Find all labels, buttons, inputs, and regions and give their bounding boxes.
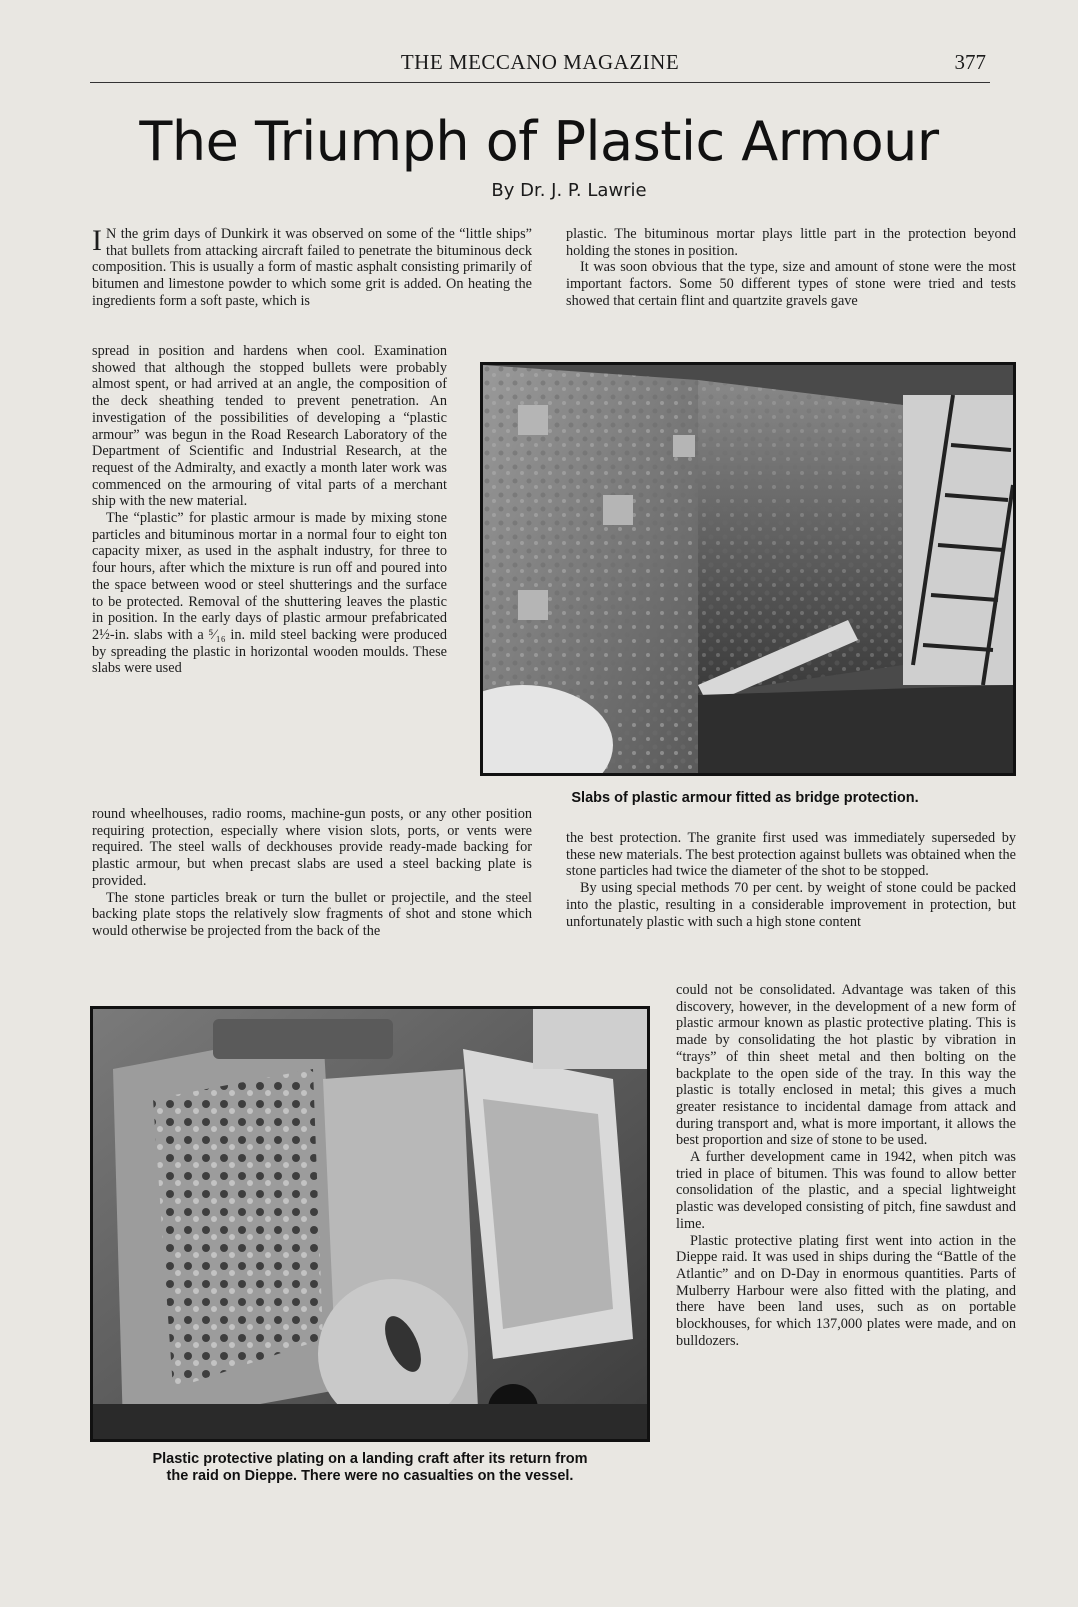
column2-middle	[566, 830, 1016, 930]
paragraph: It was soon obvious that the type, size and amount of stone were the most important factors. Some 50 different types of stone were tried and tests showed that certain flint and quartzite gravels gave	[566, 259, 1016, 309]
paragraph: The stone particles break or turn the bullet or projectile, and the steel backing plate stops the relatively slow fragments of shot and stone which would otherwise be projected from the back of the	[92, 889, 532, 939]
caption-line-1: Plastic protective plating on a landing craft after its return from	[152, 1451, 588, 1467]
caption-line-2: the raid on Dieppe. There were no casualties on the vessel.	[166, 1468, 574, 1484]
page-number: 377	[954, 50, 986, 74]
paragraph: could not be consolidated. Advantage was taken of this discovery, however, in the development of a new form of plastic armour known as plastic protective plating. This is made by consolidating the hot plastic by vibration in “trays” of thin sheet metal and then bolting on the backplate to the open side of the tray. In this way the plastic is totally enclosed in metal; this gives a much greater resistance to incidental damage from attack and during transport and, what is more important, it allows the best proportion and size of stone to be used.	[676, 982, 1016, 1149]
paragraph: round wheelhouses, radio rooms, machine-gun posts, or any other position requiring protection, especially where vision slots, ports, or vents were required. The steel walls of deckhouses provide ready-made backing for plastic armour, but when precast slabs are used a steel backing plate is provided.	[92, 806, 532, 889]
paragraph: The “plastic” for plastic armour is made by mixing stone particles and bituminous mortar in a normal four to eight ton capacity mixer, as used in the asphalt industry, for three to four hours, after which the mixture is run off and poured into the space between wood or steel shutterings and the surface to be protected. Removal of the shuttering leaves the plastic in position. In the early days of plastic armour prefabricated 2½-in. slabs with a ⁵⁄₁₆ in. mild steel backing were produced by spreading the plastic in horizontal wooden moulds. These slabs were used	[92, 510, 447, 677]
paragraph: By using special methods 70 per cent. by weight of stone could be packed into the plastic, resulting in a considerable improvement in protection, but unfortunately plastic with such a high stone content	[566, 880, 1016, 930]
paragraph: N the grim days of Dunkirk it was observed on some of the “little ships” that bullets from attacking aircraft failed to penetrate the bituminous deck composition. This is usually a form of mastic asphalt consisting primarily of bitumen and limestone powder to which some grit is added. On heating the ingredients form a soft paste, which is	[92, 226, 532, 309]
article-byline: By Dr. J. P. Lawrie	[491, 180, 647, 201]
page-header	[90, 48, 990, 83]
article-title: The Triumph of Plastic Armour	[139, 110, 939, 173]
column2-narrow	[676, 982, 1016, 1349]
paragraph: spread in position and hardens when cool. Examination showed that although the stopped bullets were probably almost spent, or had arrived at an angle, the composition of the deck sheathing tended to prevent penetration. An investigation of the possibilities of developing a “plastic armour” was begun in the Road Research Laboratory of the Department of Scientific and Industrial Research, at the request of the Admiralty, and exactly a month later work was commenced on the armouring of vital parts of a merchant ship with the new material.	[92, 343, 447, 510]
column1-bottom	[92, 806, 532, 940]
paragraph: A further development came in 1942, when pitch was tried in place of bitumen. This was found to allow better consolidation of the plastic, and a special lightweight plastic was developed consisting of pitch, fine sawdust and lime.	[676, 1149, 1016, 1232]
drop-cap: I	[92, 224, 102, 257]
column1-narrow	[92, 343, 447, 677]
paragraph: Plastic protective plating first went into action in the Dieppe raid. It was used in ships during the “Battle of the Atlantic” and on D-Day in enormous quantities. Parts of Mulberry Harbour were also fitted with the plating, and there have been land uses, such as on portable blockhouses, for which 137,000 plates were made, and on bulldozers.	[676, 1232, 1016, 1349]
column1-top	[92, 226, 532, 310]
landing-craft-caption	[80, 1451, 660, 1485]
paragraph: the best protection. The granite first used was immediately superseded by these new materials. The best protection against bullets was obtained when the stone particles had twice the diameter of the shot to be stopped.	[566, 830, 1016, 880]
magazine-name: THE MECCANO MAGAZINE	[400, 50, 680, 74]
paragraph: plastic. The bituminous mortar plays little part in the protection beyond holding the stones in position.	[566, 226, 1016, 259]
bridge-armour-photo	[480, 362, 1016, 776]
column2-top	[566, 226, 1016, 310]
landing-craft-photo	[90, 1006, 650, 1442]
bridge-photo-caption: Slabs of plastic armour fitted as bridge protection.	[571, 790, 919, 806]
